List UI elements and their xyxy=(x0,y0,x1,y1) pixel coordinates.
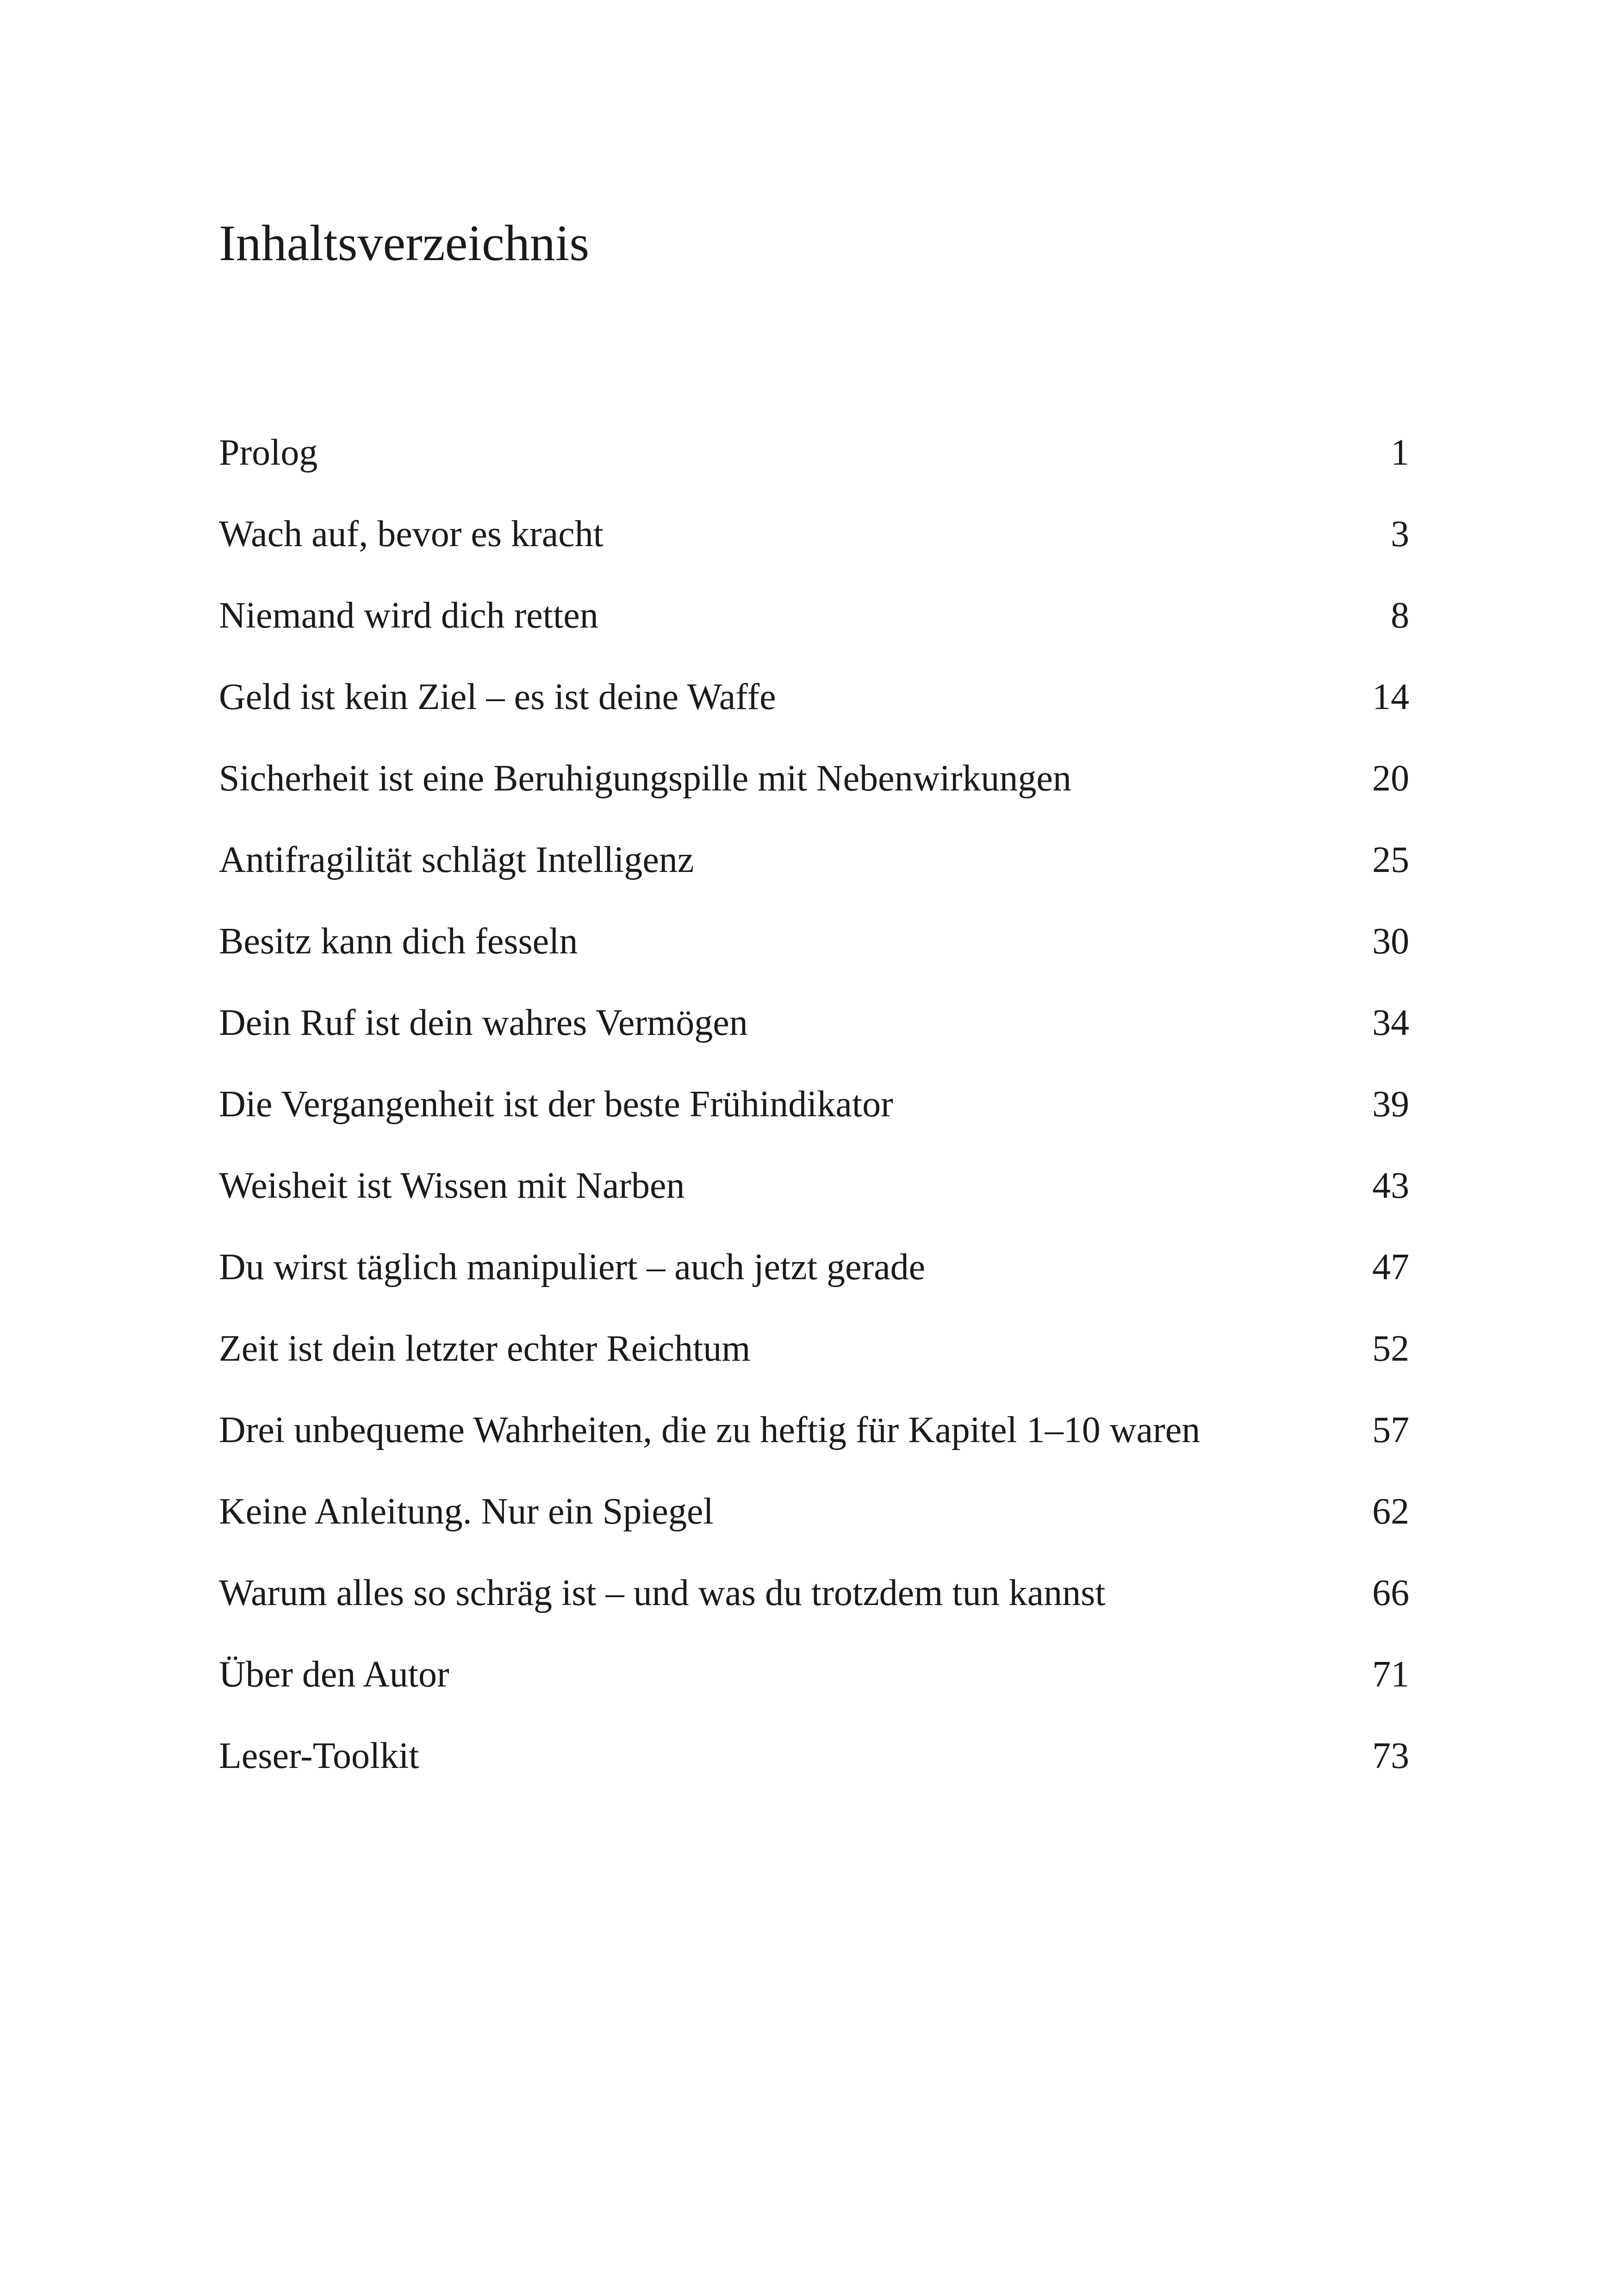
toc-entry-label: Weisheit ist Wissen mit Narben xyxy=(219,1165,685,1206)
toc-entry-label: Besitz kann dich fesseln xyxy=(219,921,578,962)
toc-entry-label: Warum alles so schräg ist – und was du trotzdem tun kannst xyxy=(219,1573,1106,1613)
toc-entry-label: Über den Autor xyxy=(219,1654,449,1695)
toc-entry-label: Du wirst täglich manipuliert – auch jetzt gerade xyxy=(219,1247,926,1288)
toc-entry-geld[interactable] xyxy=(219,678,1409,760)
toc-entry-antifragilitaet[interactable] xyxy=(219,841,1409,923)
toc-entry-manipuliert[interactable] xyxy=(219,1249,1409,1330)
toc-entry-wahrheiten[interactable] xyxy=(219,1412,1409,1493)
toc-entry-page-number: 52 xyxy=(1372,1328,1409,1369)
toc-entry-ruf[interactable] xyxy=(219,1004,1409,1086)
toc-entry-page-number: 14 xyxy=(1372,677,1409,717)
toc-entry-label: Leser-Toolkit xyxy=(219,1736,419,1776)
toc-entry-label: Drei unbequeme Wahrheiten, die zu heftig für Kapitel 1–10 waren xyxy=(219,1410,1201,1450)
toc-entry-page-number: 39 xyxy=(1372,1084,1409,1125)
toc-entry-vergangenheit[interactable] xyxy=(219,1086,1409,1167)
page-title: Inhaltsverzeichnis xyxy=(219,215,590,271)
toc-entry-toolkit[interactable] xyxy=(219,1737,1409,1819)
toc-list xyxy=(219,434,1409,1819)
toc-entry-page-number: 66 xyxy=(1372,1573,1409,1613)
toc-entry-sicherheit[interactable] xyxy=(219,760,1409,841)
toc-entry-niemand[interactable] xyxy=(219,597,1409,678)
toc-entry-page-number: 47 xyxy=(1372,1247,1409,1288)
toc-entry-autor[interactable] xyxy=(219,1656,1409,1737)
toc-entry-zeit[interactable] xyxy=(219,1330,1409,1412)
toc-entry-label: Die Vergangenheit ist der beste Frühindikator xyxy=(219,1084,893,1125)
toc-entry-page-number: 71 xyxy=(1372,1654,1409,1695)
toc-entry-page-number: 20 xyxy=(1372,758,1409,799)
toc-entry-label: Wach auf, bevor es kracht xyxy=(219,514,604,554)
toc-entry-page-number: 43 xyxy=(1372,1165,1409,1206)
toc-entry-page-number: 30 xyxy=(1372,921,1409,962)
toc-entry-label: Antifragilität schlägt Intelligenz xyxy=(219,840,694,880)
toc-entry-label: Prolog xyxy=(219,432,318,473)
toc-entry-label: Niemand wird dich retten xyxy=(219,595,598,636)
toc-entry-page-number: 57 xyxy=(1372,1410,1409,1450)
toc-entry-page-number: 8 xyxy=(1391,595,1409,636)
toc-entry-page-number: 62 xyxy=(1372,1491,1409,1532)
toc-entry-label: Sicherheit ist eine Beruhigungspille mit Nebenwirkungen xyxy=(219,758,1071,799)
toc-entry-weisheit[interactable] xyxy=(219,1167,1409,1249)
toc-entry-page-number: 1 xyxy=(1391,432,1409,473)
toc-entry-label: Dein Ruf ist dein wahres Vermögen xyxy=(219,1002,748,1043)
toc-entry-besitz[interactable] xyxy=(219,923,1409,1004)
toc-entry-label: Keine Anleitung. Nur ein Spiegel xyxy=(219,1491,714,1532)
toc-entry-wach-auf[interactable] xyxy=(219,516,1409,597)
toc-entry-page-number: 73 xyxy=(1372,1736,1409,1776)
toc-entry-label: Zeit ist dein letzter echter Reichtum xyxy=(219,1328,751,1369)
toc-entry-page-number: 25 xyxy=(1372,840,1409,880)
toc-entry-page-number: 3 xyxy=(1391,514,1409,554)
toc-entry-page-number: 34 xyxy=(1372,1002,1409,1043)
toc-entry-schraeg[interactable] xyxy=(219,1574,1409,1656)
toc-entry-prolog[interactable] xyxy=(219,434,1409,516)
toc-entry-label: Geld ist kein Ziel – es ist deine Waffe xyxy=(219,677,776,717)
toc-entry-spiegel[interactable] xyxy=(219,1493,1409,1574)
